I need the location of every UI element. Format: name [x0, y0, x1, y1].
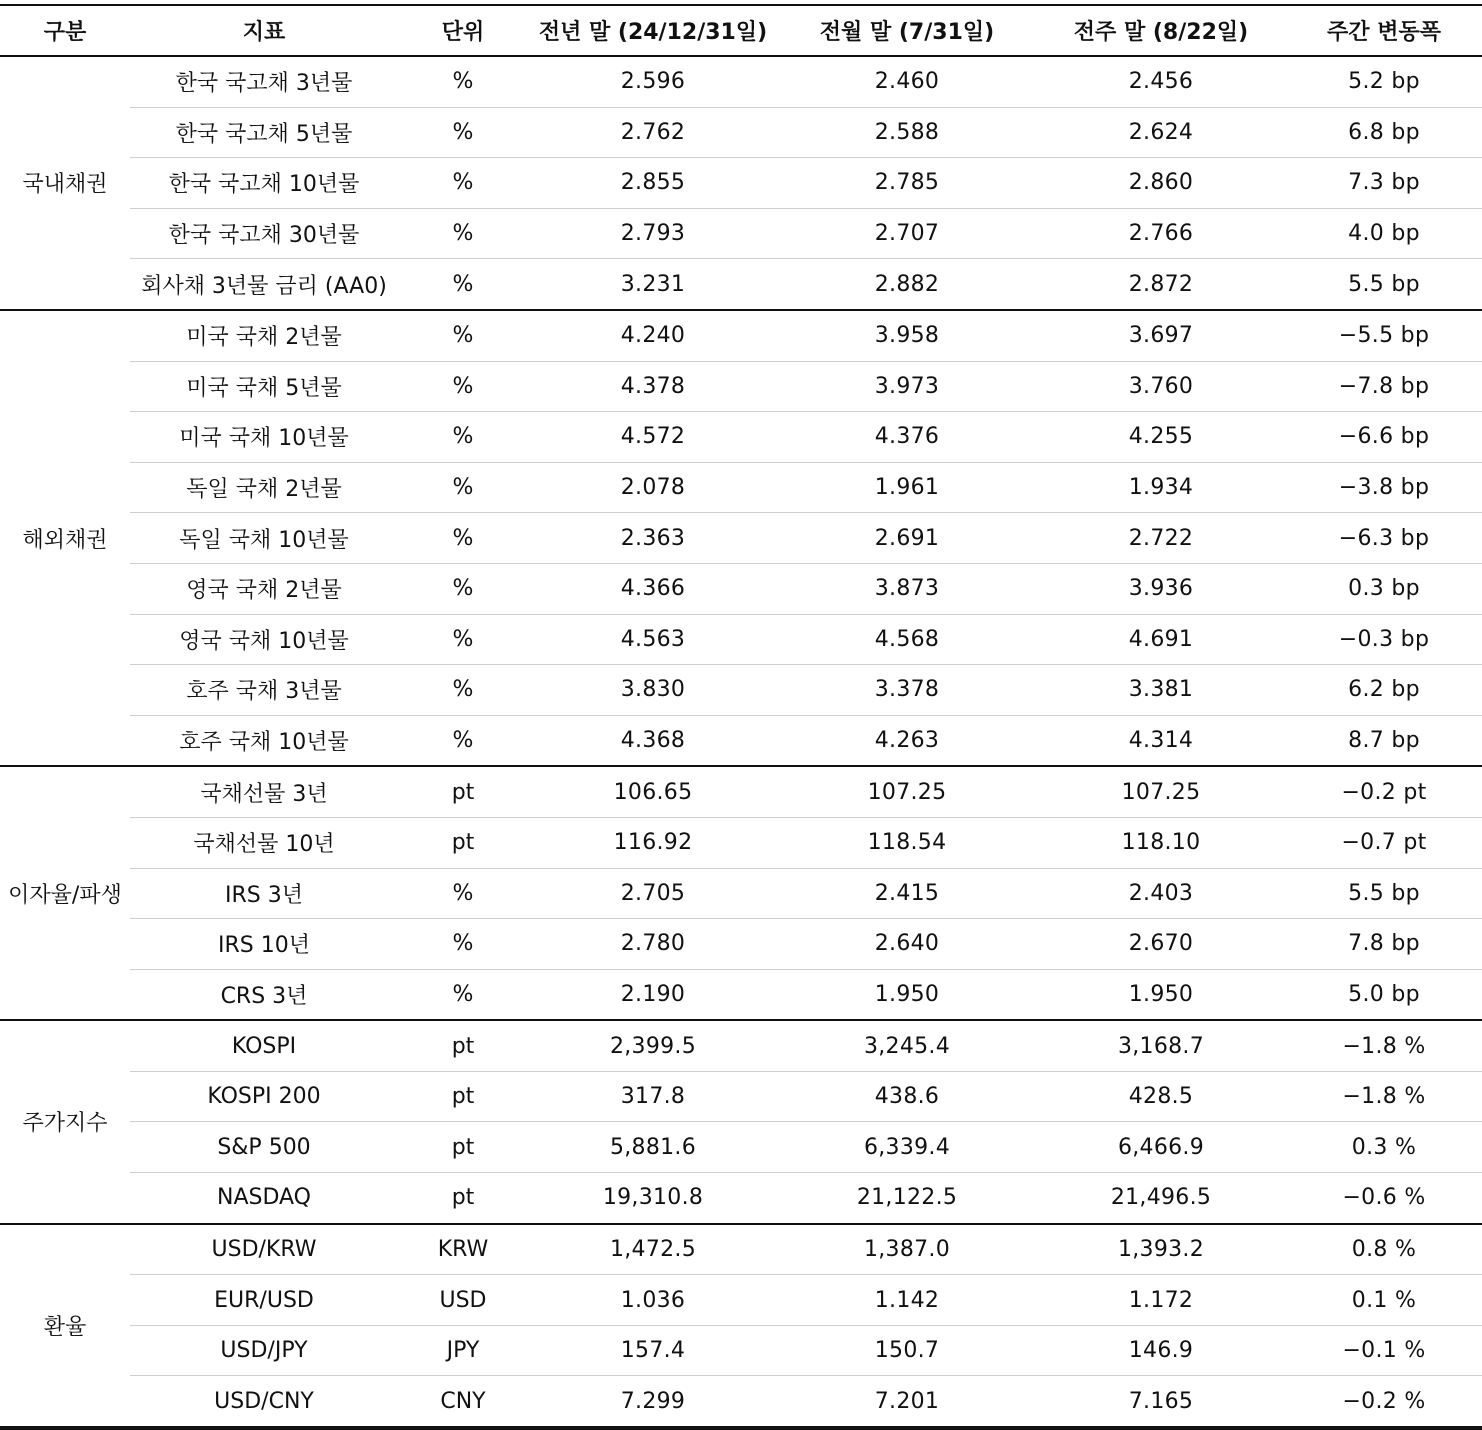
- prev-week-value: 2.403: [1036, 868, 1286, 919]
- weekly-change-value: 5.2 bp: [1286, 56, 1482, 107]
- weekly-change-value: 0.3 %: [1286, 1122, 1482, 1173]
- prev-month-value: 2.415: [778, 868, 1036, 919]
- market-indicators-table: [0, 4, 1482, 1430]
- prev-week-value: 4.314: [1036, 715, 1286, 766]
- prev-month-value: 3.378: [778, 665, 1036, 716]
- unit-cell: pt: [398, 1173, 528, 1224]
- prev-week-value: 3.760: [1036, 361, 1286, 412]
- prev-month-value: 3,245.4: [778, 1020, 1036, 1071]
- unit-cell: %: [398, 919, 528, 970]
- prev-year-value: 19,310.8: [528, 1173, 778, 1224]
- table-row: [0, 1325, 1482, 1376]
- table-row: [0, 1275, 1482, 1326]
- indicator-cell: 한국 국고채 3년물: [130, 56, 398, 107]
- weekly-change-value: −0.2 pt: [1286, 766, 1482, 817]
- table-row: [0, 107, 1482, 158]
- unit-cell: KRW: [398, 1224, 528, 1275]
- table-row: [0, 208, 1482, 259]
- weekly-change-value: 6.2 bp: [1286, 665, 1482, 716]
- indicator-cell: 미국 국채 2년물: [130, 310, 398, 361]
- weekly-change-value: 7.3 bp: [1286, 158, 1482, 209]
- table-row: [0, 462, 1482, 513]
- prev-month-value: 2.691: [778, 513, 1036, 564]
- prev-year-value: 116.92: [528, 817, 778, 868]
- header-prev-month-end: 전월 말 (7/31일): [778, 5, 1036, 56]
- prev-month-value: 4.263: [778, 715, 1036, 766]
- weekly-change-value: −7.8 bp: [1286, 361, 1482, 412]
- prev-year-value: 1,472.5: [528, 1224, 778, 1275]
- prev-year-value: 4.240: [528, 310, 778, 361]
- category-cell: 이자율/파생: [0, 766, 130, 1020]
- table-row: [0, 1020, 1482, 1071]
- unit-cell: %: [398, 868, 528, 919]
- weekly-change-value: 5.5 bp: [1286, 259, 1482, 310]
- prev-year-value: 2.780: [528, 919, 778, 970]
- indicator-cell: CRS 3년: [130, 969, 398, 1020]
- prev-week-value: 107.25: [1036, 766, 1286, 817]
- prev-week-value: 1.950: [1036, 969, 1286, 1020]
- indicator-cell: IRS 3년: [130, 868, 398, 919]
- weekly-change-value: −0.6 %: [1286, 1173, 1482, 1224]
- header-row: [0, 5, 1482, 56]
- prev-week-value: 6,466.9: [1036, 1122, 1286, 1173]
- indicator-cell: EUR/USD: [130, 1275, 398, 1326]
- table-row: [0, 969, 1482, 1020]
- header-prev-week-end: 전주 말 (8/22일): [1036, 5, 1286, 56]
- table-row: [0, 1071, 1482, 1122]
- table-row: [0, 158, 1482, 209]
- prev-year-value: 3.231: [528, 259, 778, 310]
- indicator-cell: 미국 국채 10년물: [130, 412, 398, 463]
- prev-month-value: 1.142: [778, 1275, 1036, 1326]
- prev-week-value: 118.10: [1036, 817, 1286, 868]
- table-row: [0, 1173, 1482, 1224]
- prev-year-value: 106.65: [528, 766, 778, 817]
- prev-week-value: 3.381: [1036, 665, 1286, 716]
- unit-cell: %: [398, 310, 528, 361]
- prev-month-value: 2.785: [778, 158, 1036, 209]
- indicator-cell: IRS 10년: [130, 919, 398, 970]
- prev-month-value: 150.7: [778, 1325, 1036, 1376]
- unit-cell: CNY: [440, 1388, 486, 1414]
- unit-cell: %: [398, 412, 528, 463]
- table-row: [0, 868, 1482, 919]
- table-row: [0, 1224, 1482, 1275]
- unit-cell: %: [398, 462, 528, 513]
- header-prev-year-end: 전년 말 (24/12/31일): [528, 5, 778, 56]
- prev-year-value: 2.190: [528, 969, 778, 1020]
- weekly-change-value: 0.8 %: [1286, 1224, 1482, 1275]
- prev-week-value: 146.9: [1036, 1325, 1286, 1376]
- prev-year-value: 4.572: [528, 412, 778, 463]
- prev-year-value: 4.378: [528, 361, 778, 412]
- table-row: [0, 715, 1482, 766]
- prev-year-value: 1.036: [528, 1275, 778, 1326]
- indicator-cell: 독일 국채 10년물: [130, 513, 398, 564]
- prev-year-value: 157.4: [528, 1325, 778, 1376]
- category-cell: 해외채권: [0, 310, 130, 766]
- unit-cell: pt: [398, 1020, 528, 1071]
- prev-month-value: 107.25: [778, 766, 1036, 817]
- prev-month-value: 2.640: [778, 919, 1036, 970]
- header-weekly-change: 주간 변동폭: [1286, 5, 1482, 56]
- table-row: [0, 361, 1482, 412]
- weekly-change-value: 0.1 %: [1286, 1275, 1482, 1326]
- unit-cell: pt: [398, 1122, 528, 1173]
- unit-cell: %: [398, 56, 528, 107]
- prev-week-value: 1.934: [1036, 462, 1286, 513]
- prev-month-value: 2.588: [778, 107, 1036, 158]
- table-row: [0, 56, 1482, 107]
- table-row: [0, 614, 1482, 665]
- prev-year-value: 4.563: [528, 614, 778, 665]
- weekly-change-value: −3.8 bp: [1286, 462, 1482, 513]
- prev-week-value: 2.766: [1036, 208, 1286, 259]
- table-row: [0, 310, 1482, 361]
- weekly-change-value: −0.1 %: [1286, 1325, 1482, 1376]
- prev-week-value: 428.5: [1036, 1071, 1286, 1122]
- unit-cell: %: [398, 665, 528, 716]
- prev-year-value: 7.299: [620, 1388, 686, 1414]
- prev-week-value: 3.936: [1036, 563, 1286, 614]
- prev-month-value: 3.873: [778, 563, 1036, 614]
- table-row: [0, 665, 1482, 716]
- weekly-change-value: −5.5 bp: [1286, 310, 1482, 361]
- prev-week-value: 1,393.2: [1036, 1224, 1286, 1275]
- prev-year-value: 2.705: [528, 868, 778, 919]
- table-body: [0, 56, 1482, 1428]
- header-indicator: 지표: [130, 5, 398, 56]
- indicator-cell: KOSPI 200: [130, 1071, 398, 1122]
- unit-cell: %: [398, 107, 528, 158]
- prev-year-value: 2,399.5: [528, 1020, 778, 1071]
- unit-cell: JPY: [398, 1325, 528, 1376]
- weekly-change-value: −6.6 bp: [1286, 412, 1482, 463]
- prev-year-value: 4.368: [528, 715, 778, 766]
- unit-cell: %: [398, 563, 528, 614]
- indicator-cell: 한국 국고채 5년물: [130, 107, 398, 158]
- indicator-cell: NASDAQ: [130, 1173, 398, 1224]
- prev-week-value: 3,168.7: [1036, 1020, 1286, 1071]
- prev-year-value: 2.078: [528, 462, 778, 513]
- unit-cell: %: [398, 513, 528, 564]
- table-row: [0, 563, 1482, 614]
- prev-month-value: 1,387.0: [778, 1224, 1036, 1275]
- prev-week-value: 3.697: [1036, 310, 1286, 361]
- weekly-change-value: −0.3 bp: [1286, 614, 1482, 665]
- prev-week-value: 1.172: [1036, 1275, 1286, 1326]
- unit-cell: %: [398, 715, 528, 766]
- weekly-change-value: 5.0 bp: [1286, 969, 1482, 1020]
- prev-month-value: 21,122.5: [778, 1173, 1036, 1224]
- unit-cell: pt: [398, 1071, 528, 1122]
- indicator-cell: 국채선물 3년: [130, 766, 398, 817]
- prev-year-value: 317.8: [528, 1071, 778, 1122]
- weekly-change-value: −0.7 pt: [1286, 817, 1482, 868]
- indicator-cell: USD/CNY: [214, 1388, 314, 1414]
- prev-week-value: 21,496.5: [1036, 1173, 1286, 1224]
- unit-cell: %: [398, 259, 528, 310]
- weekly-change-value: 7.8 bp: [1286, 919, 1482, 970]
- prev-week-value: 7.165: [1128, 1388, 1194, 1414]
- prev-week-value: 4.255: [1036, 412, 1286, 463]
- weekly-change-value: −6.3 bp: [1286, 513, 1482, 564]
- indicator-cell: 회사채 3년물 금리 (AA0): [130, 259, 398, 310]
- prev-year-value: 2.596: [528, 56, 778, 107]
- indicator-cell: 국채선물 10년: [130, 817, 398, 868]
- prev-month-value: 7.201: [874, 1388, 940, 1414]
- prev-year-value: 2.793: [528, 208, 778, 259]
- weekly-change-value: 0.3 bp: [1286, 563, 1482, 614]
- prev-month-value: 2.882: [778, 259, 1036, 310]
- weekly-change-value: −1.8 %: [1286, 1020, 1482, 1071]
- unit-cell: pt: [398, 817, 528, 868]
- prev-month-value: 118.54: [778, 817, 1036, 868]
- indicator-cell: 호주 국채 3년물: [130, 665, 398, 716]
- unit-cell: USD: [398, 1275, 528, 1326]
- category-cell: 국내채권: [0, 56, 130, 310]
- indicator-cell: 한국 국고채 30년물: [130, 208, 398, 259]
- indicator-cell: S&P 500: [130, 1122, 398, 1173]
- weekly-change-value: −0.2 %: [1342, 1388, 1426, 1414]
- prev-year-value: 3.830: [528, 665, 778, 716]
- weekly-change-value: 4.0 bp: [1286, 208, 1482, 259]
- prev-week-value: 2.624: [1036, 107, 1286, 158]
- table-row: [0, 919, 1482, 970]
- unit-cell: pt: [398, 766, 528, 817]
- prev-week-value: 2.872: [1036, 259, 1286, 310]
- prev-month-value: 2.707: [778, 208, 1036, 259]
- weekly-change-value: 8.7 bp: [1286, 715, 1482, 766]
- prev-month-value: 1.950: [778, 969, 1036, 1020]
- indicator-cell: USD/JPY: [130, 1325, 398, 1376]
- table-header: [0, 5, 1482, 56]
- indicator-cell: 호주 국채 10년물: [130, 715, 398, 766]
- prev-week-value: 2.456: [1036, 56, 1286, 107]
- prev-week-value: 2.670: [1036, 919, 1286, 970]
- prev-month-value: 3.958: [778, 310, 1036, 361]
- header-category: 구분: [0, 5, 130, 56]
- prev-month-value: 2.460: [778, 56, 1036, 107]
- prev-year-value: 5,881.6: [528, 1122, 778, 1173]
- indicator-cell: 독일 국채 2년물: [130, 462, 398, 513]
- indicator-cell: KOSPI: [130, 1020, 398, 1071]
- category-cell: 주가지수: [0, 1020, 130, 1223]
- prev-year-value: 2.762: [528, 107, 778, 158]
- unit-cell: %: [398, 361, 528, 412]
- table-row: [0, 259, 1482, 310]
- prev-year-value: 4.366: [528, 563, 778, 614]
- table-row: [0, 817, 1482, 868]
- indicator-cell: 영국 국채 10년물: [130, 614, 398, 665]
- indicator-cell: 한국 국고채 10년물: [130, 158, 398, 209]
- weekly-change-value: 5.5 bp: [1286, 868, 1482, 919]
- table-row: [0, 1376, 1482, 1428]
- prev-month-value: 438.6: [778, 1071, 1036, 1122]
- prev-week-value: 4.691: [1036, 614, 1286, 665]
- prev-week-value: 2.860: [1036, 158, 1286, 209]
- prev-month-value: 4.568: [778, 614, 1036, 665]
- header-unit: 단위: [398, 5, 528, 56]
- unit-cell: %: [398, 208, 528, 259]
- indicator-cell: USD/KRW: [130, 1224, 398, 1275]
- unit-cell: %: [398, 614, 528, 665]
- prev-month-value: 3.973: [778, 361, 1036, 412]
- indicator-cell: 영국 국채 2년물: [130, 563, 398, 614]
- prev-year-value: 2.363: [528, 513, 778, 564]
- indicator-cell: 미국 국채 5년물: [130, 361, 398, 412]
- table-row: [0, 412, 1482, 463]
- unit-cell: %: [398, 969, 528, 1020]
- unit-cell: %: [398, 158, 528, 209]
- table-row: [0, 766, 1482, 817]
- prev-month-value: 4.376: [778, 412, 1036, 463]
- weekly-change-value: −1.8 %: [1286, 1071, 1482, 1122]
- prev-year-value: 2.855: [528, 158, 778, 209]
- table-row: [0, 513, 1482, 564]
- prev-month-value: 6,339.4: [778, 1122, 1036, 1173]
- prev-week-value: 2.722: [1036, 513, 1286, 564]
- table-row: [0, 1122, 1482, 1173]
- prev-month-value: 1.961: [778, 462, 1036, 513]
- category-cell: 환율: [43, 1314, 87, 1340]
- weekly-change-value: 6.8 bp: [1286, 107, 1482, 158]
